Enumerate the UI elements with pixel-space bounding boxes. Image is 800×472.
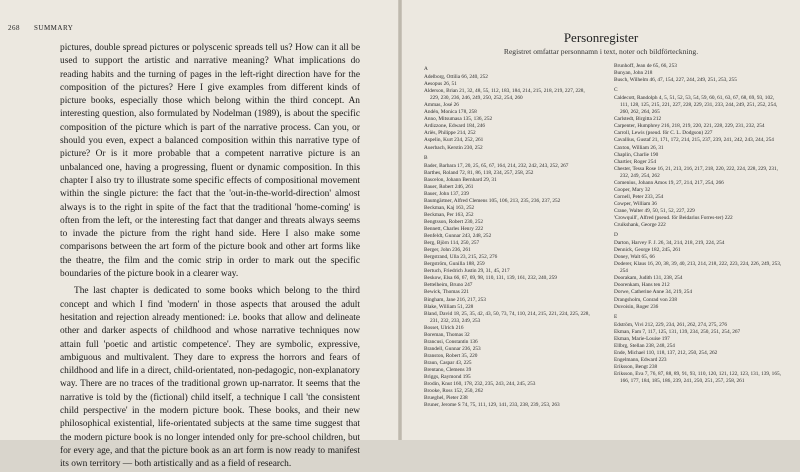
index-letter-heading: E [614, 313, 618, 320]
left-page [0, 0, 398, 470]
index-entry: Aspelin, Kurt 234, 252, 261 [424, 137, 484, 144]
register-subtitle: Registret omfattar personnamn i text, noter och bildförteckning. [503, 47, 699, 56]
index-entry: Bewick, Thomas 221 [424, 289, 470, 296]
body-text [60, 42, 360, 472]
index-entry: Berger, John 236, 261 [424, 247, 471, 254]
index-entry: Brueghel, Pieter 238 [424, 395, 468, 402]
index-entry: Bettelheim, Bruno 247 [424, 282, 473, 289]
index-entry: Caldecott, Randolph 4, 5, 51, 52, 53, 54, 59, 60, 61, 63, 67, 68, 69, 93, 102, 111, 128, 125, 215, 221, 227, 228, 229, 231, 233, 244, 249, 251, 252, 254, 260, 262, 264, 265 [614, 95, 778, 116]
index-entry: Bascelon, Johann Bernhard 29, 31 [424, 176, 497, 183]
index-entry: Bauer, Robert 246, 261 [424, 183, 474, 190]
index-entry: Brodin, Knut 160, 178, 232, 235, 243, 244, 245, 253 [424, 381, 536, 388]
index-entry: Darton, Harvey F. J. 26, 34, 214, 218, 219, 224, 254 [614, 240, 725, 247]
index-entry: Branston, Robert 35, 220 [424, 352, 478, 359]
index-entry: Cornell, Peter 233, 254 [614, 193, 664, 200]
index-entry: Doorenkam, Hans ten 212 [614, 282, 670, 289]
index-entry: Carpenter, Humphrey 216, 218, 219, 220, 221, 228, 229, 231, 232, 254 [614, 123, 765, 130]
index-entry: Ardizzone, Edward 184, 246 [424, 123, 486, 130]
index-entry: Beskow, Elsa 66, 67, 69, 98, 110, 131, 139, 161, 232, 240, 259 [424, 275, 557, 282]
index-entry: Dennick, George 182, 245, 261 [614, 247, 681, 254]
index-entry: Beckman, Kaj 163, 252 [424, 204, 475, 211]
index-entry: Benfeldt, Gunnar 243, 248, 252 [424, 233, 492, 240]
index-entry: Andén, Monica 178, 258 [424, 109, 477, 116]
page-number: 268 [8, 24, 20, 32]
paragraph: The last chapter is dedicated to some books which belong to the third concept and which I find 'modern' in those aspects that aroused the adult hesitation and rejection already mentioned: i.e. books that allow and delineate other and darker aspects of childhood and whose narrative techniques now attain full 'poetic and artistic competence'. They are symbolic, expressive, ambiguous and multivalent. They dare to express the horrors and fears of childhood and life in a direct, child-orientated, non-pedagogic, non-explanatory way. There are no traces of the traditional grown up-narrator. It seems that the narrative is told by the (fictional) child itself, a technique I call 'the consistent child perspective' in the modern picture book. These books, and their new philosophical existential, life-orientated subjects at the same time suggest that the modern picture book is no longer intended only for pre-school children, but for every age, and that the picture book as an art form is now ready to manifest its own territory — both artistically and as a field of research. [60, 286, 360, 470]
index-entry: Bruner, Jerome S 74, 75, 111, 129, 141, 233, 238, 239, 253, 263 [424, 402, 560, 409]
index-entry: Brunhoff, Jean de 65, 66, 253 [614, 63, 677, 69]
index-entry: Dorwe, Catherine Anne 34, 219, 254 [614, 289, 692, 296]
index-entry: 'Crowquill', Alfred (pseud. för Beidarius Forres-ter) 222 [614, 214, 733, 221]
index-entry: Doorakam, Judith 131, 238, 254 [614, 275, 683, 282]
index-entry: Braun, Caspar 43, 225 [424, 359, 472, 366]
paragraph: pictures, double spread pictures or polyscenic spreads tell us? How can it all be used to support the artistic and narrative meaning? What implications do reading habits and the turning of pages in the left-right direction have for the composition of the pictures? Here I give examples from different kinds of picture books, especially those which belong within the third concept. An interesting question, also formulated by Nodelman (1989), is about the specific composition of the picture which is part of the narrative process. Can you, or should you even, expect a balanced composition within this narrative type of picture? Or is it more probable that a competent narrative picture is an unbalanced one, having a progressing, fluent or dynamic composition. In this chapter I also try to illustrate some specific effects of compositional movement within the single picture: the fact that the 'out-in-the-world-direction' almost always is to the right in spite of the fact that the traditional 'home-coming' is often from the left, or the interesting fact that danger and threats always seems to invade the picture from the right hand side. Here I also make some comparisons between the art form of the picture book and other art forms like the theatre, the film and the comic strip in order to mark out the specific boundaries of the picture book in a clearer way. [60, 43, 360, 280]
index-entry: Bingham, Jane 216, 217, 253 [424, 296, 486, 303]
index-entry: Bunyan, John 218 [614, 70, 653, 77]
index-entry: Brentano, Clemens 39 [424, 366, 472, 373]
running-head [8, 24, 87, 32]
index-entry: Bergström, Gunilla 188, 259 [424, 261, 485, 268]
index-letter-heading: D [614, 232, 618, 239]
register-title: Personregister [563, 30, 639, 45]
index-entry: Carroll, Lewis (pseud. för C. L. Dodgson) 227 [614, 130, 713, 137]
index-entry: Bland, David 18, 25, 35, 42, 43, 50, 73, 74, 110, 214, 215, 221, 224, 225, 228, 231, 232, 233, 249, 253 [424, 310, 590, 324]
index-entry: Doney, Walt 65, 66 [614, 254, 655, 261]
index-entry: Carlstedt, Birgitta 212 [614, 116, 662, 123]
index-entry: Aesopus 26, 51 [424, 81, 457, 88]
index-entry: Alderson, Brian 21, 32, 48, 55, 112, 183, 184, 214, 215, 218, 219, 227, 228, 229, 230, 236, 246, 249, 250, 252, 254, 260 [424, 88, 585, 102]
right-page [402, 0, 800, 440]
index-column-left [424, 63, 594, 409]
index-entry: Cruikshank, George 222 [614, 222, 666, 229]
index-entry: Bergstrand, Ulla 23, 215, 252, 276 [424, 254, 498, 261]
index-entry: Bennett, Charles Henry 222 [424, 226, 484, 233]
index-entry: Beckman, Per 163, 252 [424, 211, 474, 218]
index-entry: Blake, William 51, 228 [424, 303, 474, 310]
index-entry: Baumgärtner, Alfred Clemens 105, 106, 213, 235, 236, 237, 252 [424, 197, 561, 204]
index-entry: Ariès, Philippe 214, 252 [424, 130, 476, 137]
running-head-title: SUMMARY [34, 24, 74, 32]
index-entry: Doderer, Klaus 16, 20, 38, 39, 40, 213, 214, 218, 222, 223, 224, 226, 249, 253, 254 [614, 261, 782, 275]
index-entry: Berg, Björn 114, 250, 257 [424, 240, 480, 247]
index-entry: Anno, Mitsumasa 135, 136, 252 [424, 116, 493, 123]
index-entry: Cooper, Mary 32 [614, 186, 651, 193]
index-entry: Busch, Wilhelm 46, 47, 154, 227, 244, 249, 251, 253, 255 [614, 77, 737, 84]
index-entry: Auerbach, Kerstin 230, 252 [424, 144, 483, 151]
index-entry: Eriksson, Bengt 238 [614, 363, 658, 370]
index-entry: Duvoisin, Roger 236 [614, 303, 659, 310]
index-entry: Chester, Tessa Rose 16, 21, 213, 216, 217, 218, 220, 222, 224, 228, 229, 231, 232, 249, 254, 262 [614, 165, 778, 179]
index-entry: Bengtsson, Robert 230, 252 [424, 218, 484, 225]
index-letter-heading: A [424, 66, 428, 72]
index-entry: Bauer, John 137, 239 [424, 190, 469, 197]
index-entry: Eriksson, Eva 7, 76, 87, 88, 89, 91, 93, 110, 120, 121, 122, 123, 131, 139, 165, 166, 177, 184, 185, 186, 239, 241, 250, 251, 257, 258, 261 [614, 370, 781, 385]
index-entry: Boreman, Thomas 32 [424, 331, 470, 338]
index-entry: Ekman, Fam 7, 117, 125, 131, 139, 234, 250, 251, 254, 267 [614, 328, 741, 335]
index-entry: Crane, Walter 49, 50, 51, 52, 227, 229 [614, 207, 695, 214]
index-entry: Bertuch, Friedrich Justin 29, 31, 45, 217 [424, 268, 510, 275]
index-entry: Brandell, Gunnar 236, 253 [424, 345, 481, 352]
index-entry: Drangsholm, Conrad von 238 [614, 296, 677, 303]
index-entry: Caxton, William 26, 31 [614, 144, 664, 151]
index-entry: Brancusi, Constantin 136 [424, 338, 478, 345]
index-entry: Comenius, Johann Amos 19, 27, 214, 217, 254, 266 [614, 179, 724, 186]
index-entry: Cavallius, Gustaf 21, 171, 172, 214, 215, 237, 239, 241, 242, 243, 244, 254 [614, 137, 774, 144]
index-entry: Ende, Michael 110, 118, 137, 212, 250, 254, 262 [614, 349, 718, 356]
index-column-right [614, 63, 784, 385]
index-entry: Bader, Barbara 17, 20, 25, 65, 67, 164, 214, 232, 242, 243, 252, 267 [424, 162, 569, 169]
index-entry: Ammas, José 26 [424, 102, 459, 109]
index-entry: Engelmann, Edward 223 [614, 356, 667, 363]
index-entry: Adelborg, Ottilia 66, 240, 252 [424, 74, 488, 81]
index-letter-heading: B [424, 154, 428, 161]
index-entry: Bosset, Ulrich 216 [424, 324, 464, 331]
index-entry: Cowper, William 36 [614, 200, 657, 207]
index-entry: Briggs, Raymond 195 [424, 374, 471, 381]
index-entry: Chaplin, Charlie 190 [614, 151, 659, 158]
index-entry: Edström, Vivi 212, 229, 234, 261, 262, 274, 275, 276 [614, 321, 728, 328]
index-entry: Ellbrg, Stellan 238, 248, 254 [614, 342, 675, 349]
index-entry: Barthes, Roland 72, 81, 86, 118, 234, 257, 258, 252 [424, 169, 534, 176]
index-entry: Brooke, Ross 152, 250, 262 [424, 388, 484, 395]
index-letter-heading: C [614, 87, 618, 94]
index-entry: Ekman, Marie-Louise 197 [614, 335, 670, 342]
index-entry: Chartier, Roger 254 [614, 158, 657, 165]
